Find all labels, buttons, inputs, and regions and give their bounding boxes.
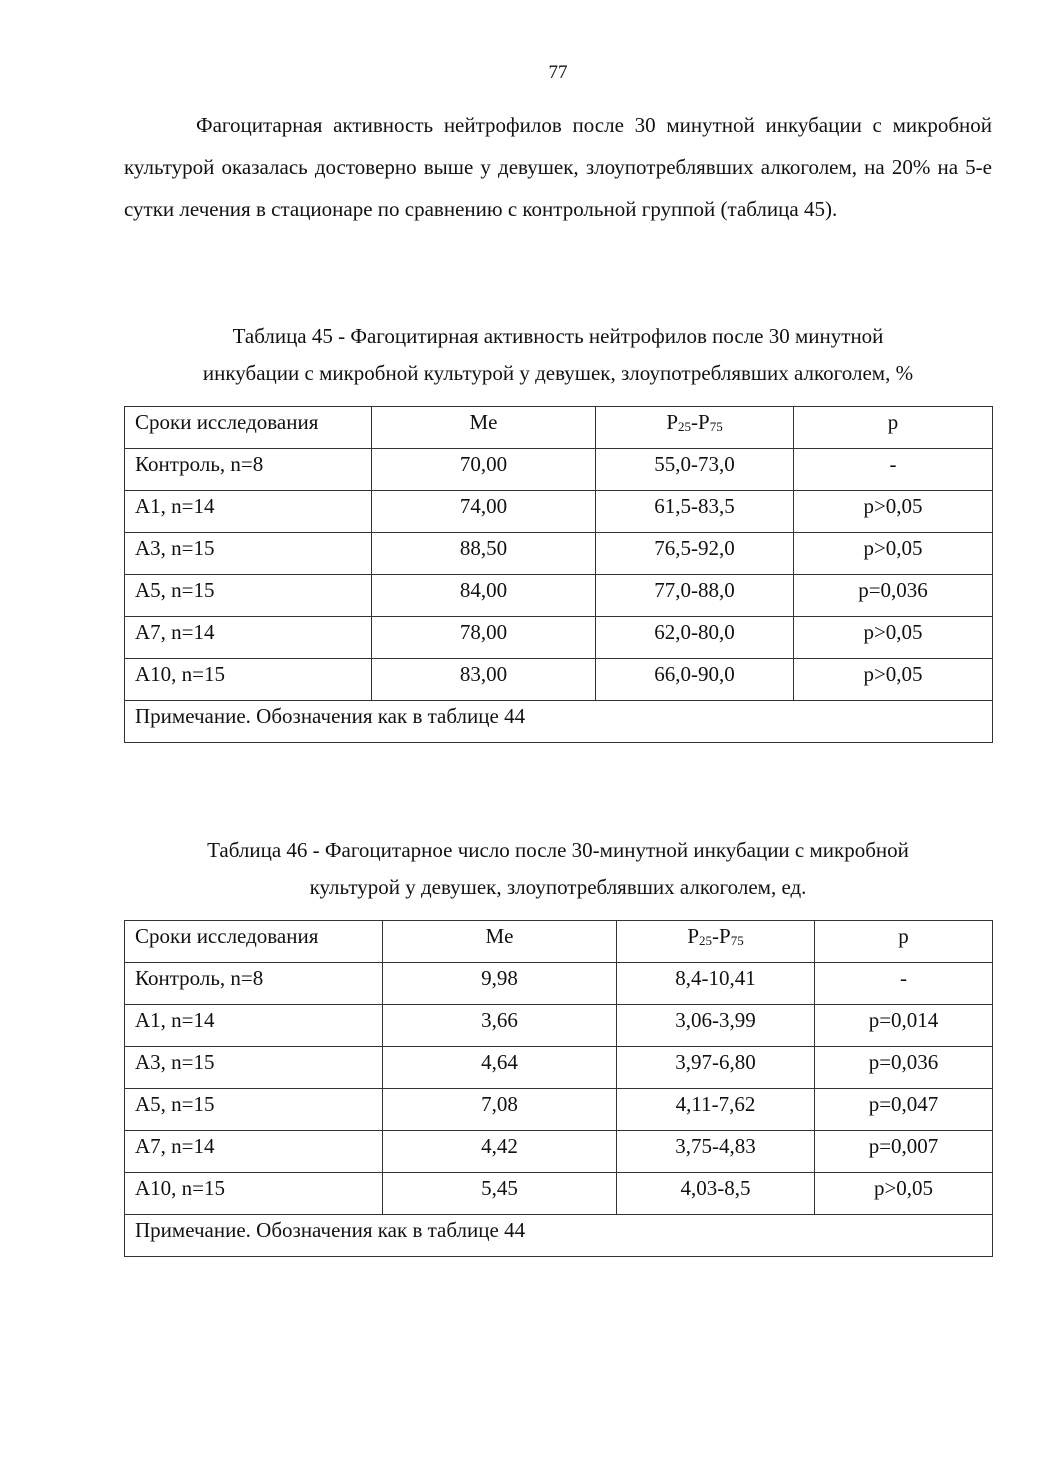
cell-period: Контроль, n=8 xyxy=(125,449,372,491)
cell-p-value: p>0,05 xyxy=(815,1173,993,1215)
table-row xyxy=(125,1131,993,1173)
table-note: Примечание. Обозначения как в таблице 44 xyxy=(125,701,993,743)
cell-period: А5, n=15 xyxy=(125,575,372,617)
table-row xyxy=(125,1005,993,1047)
cell-period: А10, n=15 xyxy=(125,659,372,701)
table-row xyxy=(125,1089,993,1131)
header-period: Сроки исследования xyxy=(125,407,372,449)
cell-period: А10, n=15 xyxy=(125,1173,383,1215)
table-45-caption-line1: Таблица 45 - Фагоцитирная активность нейтрофилов после 30 минутной xyxy=(232,324,884,348)
cell-percentiles: 55,0-73,0 xyxy=(596,449,794,491)
cell-percentiles: 62,0-80,0 xyxy=(596,617,794,659)
cell-median: 9,98 xyxy=(383,963,617,1005)
page-number: 77 xyxy=(548,62,568,83)
cell-median: 70,00 xyxy=(372,449,596,491)
table-row xyxy=(125,659,993,701)
cell-p-value: p>0,05 xyxy=(794,617,993,659)
table-45 xyxy=(124,406,993,743)
header-median: Me xyxy=(372,407,596,449)
cell-period: А5, n=15 xyxy=(125,1089,383,1131)
cell-median: 83,00 xyxy=(372,659,596,701)
cell-period: А7, n=14 xyxy=(125,617,372,659)
table-45-caption xyxy=(124,318,992,392)
cell-percentiles: 3,97-6,80 xyxy=(617,1047,815,1089)
table-row xyxy=(125,1173,993,1215)
header-p-value: p xyxy=(794,407,993,449)
table-note: Примечание. Обозначения как в таблице 44 xyxy=(125,1215,993,1257)
cell-p-value: p>0,05 xyxy=(794,491,993,533)
cell-percentiles: 3,75-4,83 xyxy=(617,1131,815,1173)
cell-median: 84,00 xyxy=(372,575,596,617)
cell-period: А7, n=14 xyxy=(125,1131,383,1173)
cell-p-value: p=0,036 xyxy=(815,1047,993,1089)
cell-median: 88,50 xyxy=(372,533,596,575)
table-row xyxy=(125,491,993,533)
cell-p-value: p=0,007 xyxy=(815,1131,993,1173)
table-header-row xyxy=(125,407,993,449)
table-45-body xyxy=(125,449,993,701)
cell-p-value: p=0,047 xyxy=(815,1089,993,1131)
cell-p-value: p=0,036 xyxy=(794,575,993,617)
table-46-caption-line1: Таблица 46 - Фагоцитарное число после 30-минутной инкубации с микробной xyxy=(207,838,909,862)
cell-median: 74,00 xyxy=(372,491,596,533)
cell-period: А3, n=15 xyxy=(125,1047,383,1089)
cell-p-value: p>0,05 xyxy=(794,533,993,575)
table-header-row xyxy=(125,921,993,963)
table-row xyxy=(125,1047,993,1089)
header-percentiles: $P_{25}-P_{75}$ xyxy=(596,407,794,449)
cell-median: 5,45 xyxy=(383,1173,617,1215)
cell-period: А1, n=14 xyxy=(125,491,372,533)
cell-percentiles: 8,4-10,41 xyxy=(617,963,815,1005)
cell-p-value: - xyxy=(815,963,993,1005)
table-row xyxy=(125,963,993,1005)
table-46-caption xyxy=(124,832,992,906)
cell-median: 4,64 xyxy=(383,1047,617,1089)
table-row xyxy=(125,575,993,617)
cell-p-value: - xyxy=(794,449,993,491)
table-46-caption-line2: культурой у девушек, злоупотреблявших алкоголем, ед. xyxy=(309,875,807,899)
table-row xyxy=(125,533,993,575)
cell-median: 78,00 xyxy=(372,617,596,659)
cell-median: 3,66 xyxy=(383,1005,617,1047)
cell-percentiles: 4,03-8,5 xyxy=(617,1173,815,1215)
cell-percentiles: 66,0-90,0 xyxy=(596,659,794,701)
table-note-row xyxy=(125,701,993,743)
header-p-value: p xyxy=(815,921,993,963)
table-row xyxy=(125,617,993,659)
body-paragraph: Фагоцитарная активность нейтрофилов после 30 минутной инкубации с микробной культурой оказалась достоверно выше у девушек, злоупотреблявших алкоголем, на 20% на 5-е сутки лечения в стационаре по сравнению с контрольной группой (таблица 45). xyxy=(124,113,992,221)
cell-median: 4,42 xyxy=(383,1131,617,1173)
cell-percentiles: 3,06-3,99 xyxy=(617,1005,815,1047)
cell-percentiles: 76,5-92,0 xyxy=(596,533,794,575)
cell-period: А1, n=14 xyxy=(125,1005,383,1047)
table-46-body xyxy=(125,963,993,1215)
cell-p-value: p>0,05 xyxy=(794,659,993,701)
cell-percentiles: 61,5-83,5 xyxy=(596,491,794,533)
cell-percentiles: 4,11-7,62 xyxy=(617,1089,815,1131)
header-percentiles: $P_{25}-P_{75}$ xyxy=(617,921,815,963)
table-46 xyxy=(124,920,993,1257)
header-period: Сроки исследования xyxy=(125,921,383,963)
cell-period: Контроль, n=8 xyxy=(125,963,383,1005)
cell-percentiles: 77,0-88,0 xyxy=(596,575,794,617)
cell-median: 7,08 xyxy=(383,1089,617,1131)
header-median: Me xyxy=(383,921,617,963)
cell-period: А3, n=15 xyxy=(125,533,372,575)
cell-p-value: p=0,014 xyxy=(815,1005,993,1047)
table-note-row xyxy=(125,1215,993,1257)
table-row xyxy=(125,449,993,491)
table-45-caption-line2: инкубации с микробной культурой у девушек, злоупотреблявших алкоголем, % xyxy=(202,361,914,385)
